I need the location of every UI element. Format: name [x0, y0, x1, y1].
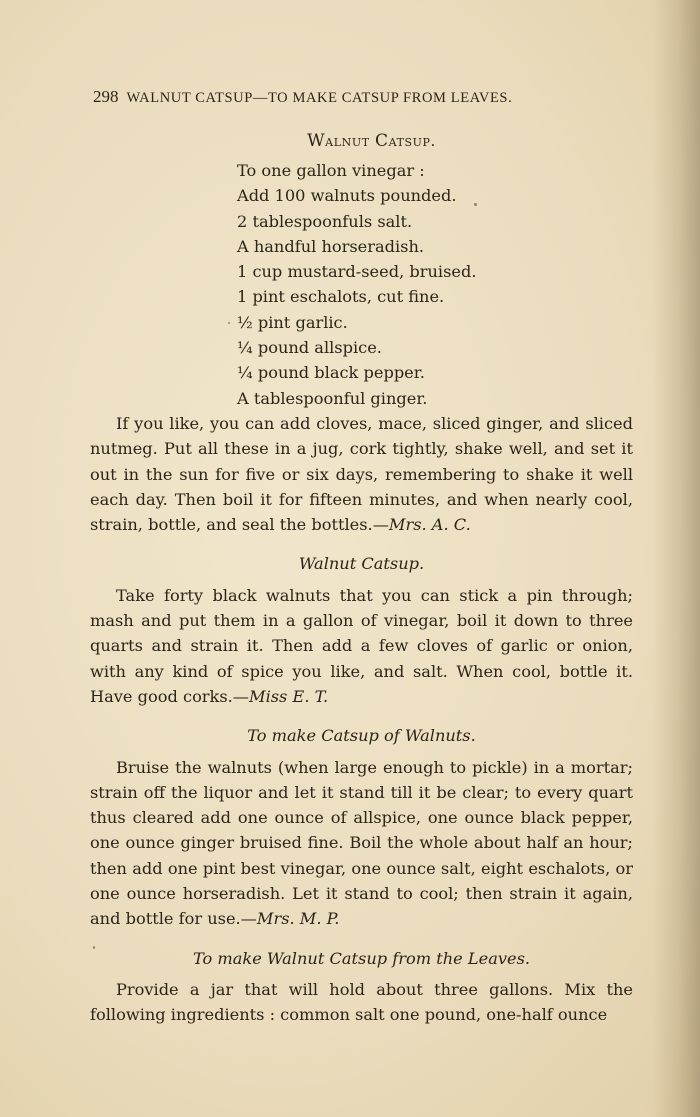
ingredient-list — [237, 158, 633, 411]
ingredient-line: ½ pint garlic. — [237, 312, 348, 332]
ingredient-line: A tablespoonful ginger. — [237, 388, 428, 408]
recipe-body — [90, 755, 633, 932]
running-title: WALNUT CATSUP—TO MAKE CATSUP FROM LEAVES. — [126, 90, 513, 106]
recipe-body — [90, 583, 633, 709]
recipe-heading: To make Walnut Catsup from the Leaves. — [192, 948, 531, 968]
recipe-body — [90, 411, 633, 537]
recipe-body — [90, 977, 633, 1028]
recipe-heading: Walnut Catsup. — [298, 554, 425, 574]
recipe-signature: Mrs. M. P. — [256, 909, 340, 929]
ingredient-line: A handful horseradish. — [237, 236, 425, 256]
page-number: 298 — [93, 87, 119, 106]
recipe-text: Bruise the walnuts (when large enough to pickle) in a mortar; strain off the liquor and let it stand till it be clear; to every quart thus cleared add one ounce of allspice, one ounce black pepper, one ounce ginger bruised fine. Boil the whole about half an hour; then add one pint best vinegar, one ounce salt, eight eschalots, or one ounce horseradish. Let it stand to cool; then strain it again, and bottle for use.— — [90, 757, 633, 929]
recipe-heading: To make Catsup of Walnuts. — [247, 726, 476, 746]
ingredient-line: Add 100 walnuts pounded. — [237, 186, 457, 206]
ingredient-line: To one gallon vinegar : — [237, 161, 425, 180]
recipe-signature: Mrs. A. C. — [388, 515, 471, 535]
ingredient-line: ¼ pound allspice. — [237, 338, 382, 358]
recipe-heading: Walnut Catsup. — [307, 131, 436, 151]
recipe-signature: Miss E. T. — [249, 686, 329, 706]
recipe-text: Take forty black walnuts that you can stick a pin through; mash and put them in a gallon of vinegar, boil it down to three quarts and strain it. Then add a few cloves of garlic or onion, with any kind of spice you like, and salt. When cool, bottle it. Have good corks.— — [90, 585, 633, 706]
ingredient-line: 1 pint eschalots, cut fine. — [237, 287, 445, 307]
ingredient-line: ¼ pound black pepper. — [237, 363, 425, 383]
running-head — [93, 82, 633, 112]
recipe-text: Provide a jar that will hold about three gallons. Mix the following ingredients : common salt one pound, one-half ounce — [90, 979, 633, 1025]
page-text — [90, 82, 633, 1028]
ingredient-line: 1 cup mustard-seed, bruised. — [237, 262, 477, 282]
recipe-text: If you like, you can add cloves, mace, sliced ginger, and sliced nutmeg. Put all these in a jug, cork tightly, shake well, and set it out in the sun for five or six days, remembering to shake it well each day. Then boil it for fifteen minutes, and when nearly cool, strain, bottle, and seal the bottles.— — [90, 413, 633, 535]
ingredient-line: 2 tablespoonfuls salt. — [237, 211, 413, 231]
page-gutter-shadow — [652, 0, 700, 1117]
